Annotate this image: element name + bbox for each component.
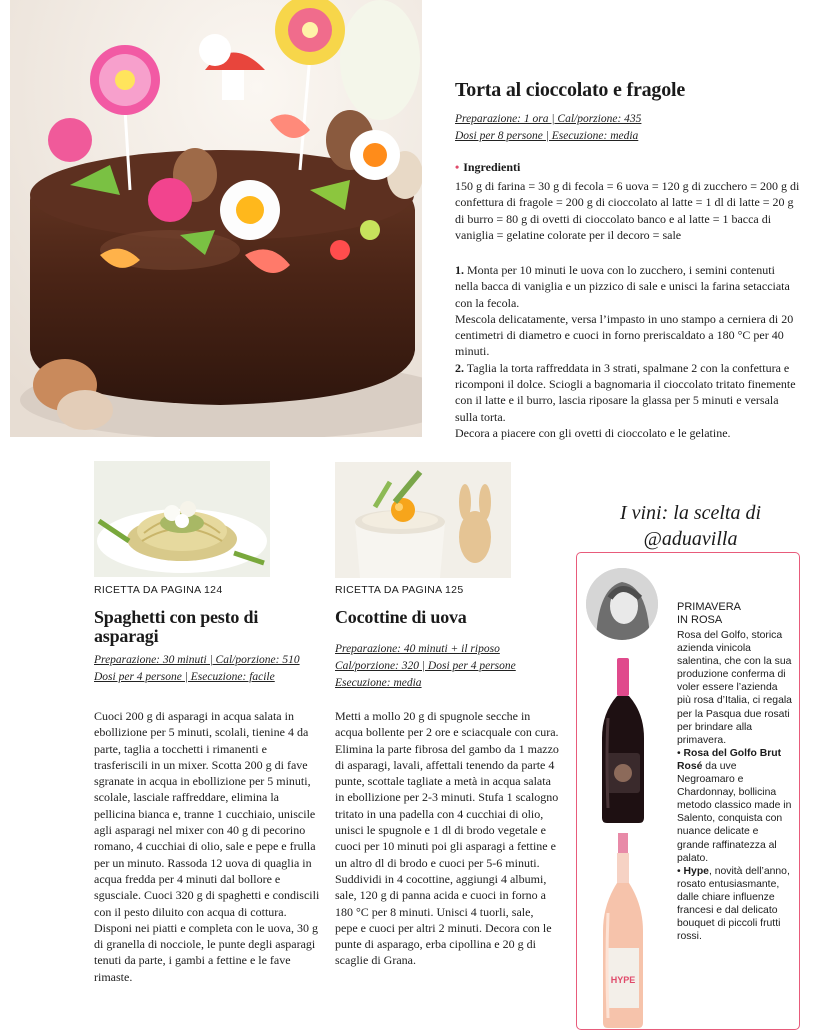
step-2-continuation: Decora a piacere con gli ovetti di cioccolato e le gelatine. xyxy=(455,425,731,440)
step-2 xyxy=(455,360,800,425)
bullet-icon: • xyxy=(677,865,681,877)
ingredients-heading xyxy=(455,160,520,175)
cocottine-meta-line1: Preparazione: 40 minuti + il riposo xyxy=(335,643,500,655)
spaghetti-body: Cuoci 200 g di asparagi in acqua salata in ebollizione per 5 minuti, scolali, tienine 4 da parte, taglia a tocchetti i rimanenti e trasferiscili in un mixer. Scotta 200 g di fave sgranate in acqua in ebollizione per 5 minuti, scolale, lasciale raffreddare, elimina la pellicina bianca e, tranne 1 cucchiaio, uniscile agli asparagi nel mixer con 40 g di pecorino romano, 4 cucchiai di olio, sale e pepe e frulla per un minuto. Rassoda 12 uova di quaglia in acqua fredda per 4 minuti dal bollore e sgusciale. Cuoci 320 g di spaghetti e condiscili con il pesto diluito con acqua di cottura. Disponi nei piatti e completa con le uova, 30 g di granella di nocciole, le punte degli asparagi tenuti da parte, i gambi a fettine e le fave rimaste. xyxy=(94,709,320,984)
spaghetti-photo xyxy=(94,461,270,577)
step-1-number: 1. xyxy=(455,263,464,277)
spaghetti-meta-line1: Preparazione: 30 minuti | Cal/porzione: 510 xyxy=(94,654,300,666)
ingredients-heading-label: Ingredienti xyxy=(463,160,521,174)
main-meta-line2: Dosi per 8 persone | Esecuzione: media xyxy=(455,130,639,142)
wine2-text: , novità dell’anno, rosato entusiasmante, dalle chiare influenze francesi e dal delicato bouquet di piccoli frutti rossi. xyxy=(677,865,790,943)
ingredients-text: 150 g di farina = 30 g di fecola = 6 uova = 120 g di zucchero = 200 g di confettura di fragole = 200 g di cioccolato al latte = 1 dl di latte = 20 g di burro = 80 g di ovetti di cioccolato banco e al latte = 1 bacca di vaniglia = gelatine colorate per il decoro = sale xyxy=(455,179,800,242)
wine1-name: Rosa del Golfo Brut Rosé xyxy=(677,747,782,772)
wine-intro: Rosa del Golfo, storica azienda vinicola salentina, che con la sua produzione conferma di voler essere l’azienda più rosa d’Italia, ci regala per la Pasqua due rosati per brindare alla primavera. xyxy=(677,630,792,746)
bullet-icon: • xyxy=(455,160,460,174)
main-meta-line1: Preparazione: 1 ora | Cal/porzione: 435 xyxy=(455,113,642,125)
spaghetti-title: Spaghetti con pesto di asparagi xyxy=(94,607,259,646)
cocottine-meta xyxy=(335,641,516,692)
cocottine-title: Cocottine di uova xyxy=(335,607,467,627)
cake-photo xyxy=(10,0,422,437)
step-2-text: Taglia la torta raffreddata in 3 strati, spalmane 2 con la confettura e ricomponi il dolce. Sciogli a bagnomaria il cioccolato tritato finemente con il latte e il burro, lascia riposare la glassa per 5 minuti e versala sulla torta. xyxy=(455,360,796,424)
wine-bottle-brut-rose xyxy=(598,658,648,823)
wine-text xyxy=(677,629,792,943)
spaghetti-meta xyxy=(94,652,300,686)
step-1-text: Monta per 10 minuti le uova con lo zucchero, i semini contenuti nella bacca di vaniglia e un pizzico di sale e unisci la farina setacciata con la fecola. xyxy=(455,263,790,310)
step-2-number: 2. xyxy=(455,360,464,375)
bottle-label: HYPE xyxy=(610,975,636,985)
wine-heading: PRIMAVERA IN ROSA xyxy=(677,601,741,626)
wines-title: I vini: la scelta di @aduavilla xyxy=(619,502,762,550)
bullet-icon: • xyxy=(677,747,681,759)
spaghetti-page-ref: RICETTA DA PAGINA 124 xyxy=(94,584,223,596)
step-1 xyxy=(455,262,800,311)
cocottine-page-ref: RICETTA DA PAGINA 125 xyxy=(335,584,464,596)
main-recipe-meta xyxy=(455,111,641,145)
main-recipe-title: Torta al cioccolato e fragole xyxy=(455,79,686,101)
wine2-name: Hype xyxy=(683,865,709,877)
step-1-continuation: Mescola delicatamente, versa l’impasto in uno stampo a cerniera di 20 centimetri di diametro e cuoci in forno preriscaldato a 180 °C per 40 minuti. xyxy=(455,311,794,359)
cocottine-meta-line3: Esecuzione: media xyxy=(335,677,422,689)
cocottine-body: Metti a mollo 20 g di spugnole secche in acqua bollente per 2 ore e sciacquale con cura. Elimina la parte fibrosa del gambo da 1 mazzo di asparagi, lavali, affettali tenendo da parte 4 punte, scottale tagliate a metà in acqua salata in ebollizione per 2-3 minuti. Stufa 1 scalogno tritato in una padella con 4 cucchiai di olio, unisci le spugnole e 1 dl di brodo vegetale e cuoci per 10 minuti poi gli asparagi a fettine e un altro dl di brodo e cuoci per 5-6 minuti. Suddividi in 4 cocottine, aggiungi 4 albumi, sale, 120 g di panna acida e cuoci in forno a 180 °C per 8 minuti. Unisci 4 tuorli, sale, pepe e cuoci per altri 2 minuti. Decora con le punte di asparago, erba cipollina e 20 g di scaglie di Grana. xyxy=(335,709,559,968)
avatar xyxy=(586,568,658,640)
cocottine-photo xyxy=(335,462,511,578)
spaghetti-meta-line2: Dosi per 4 persone | Esecuzione: facile xyxy=(94,671,275,683)
wine-bottle-hype xyxy=(598,833,648,1028)
wine1-text: da uve Negroamaro e Chardonnay, bollicina metodo classico made in Salento, conquista con nuance delicate e grande raffinatezza al palato. xyxy=(677,760,792,864)
main-recipe-steps xyxy=(455,262,800,441)
cocottine-meta-line2: Cal/porzione: 320 | Dosi per 4 persone xyxy=(335,660,516,672)
